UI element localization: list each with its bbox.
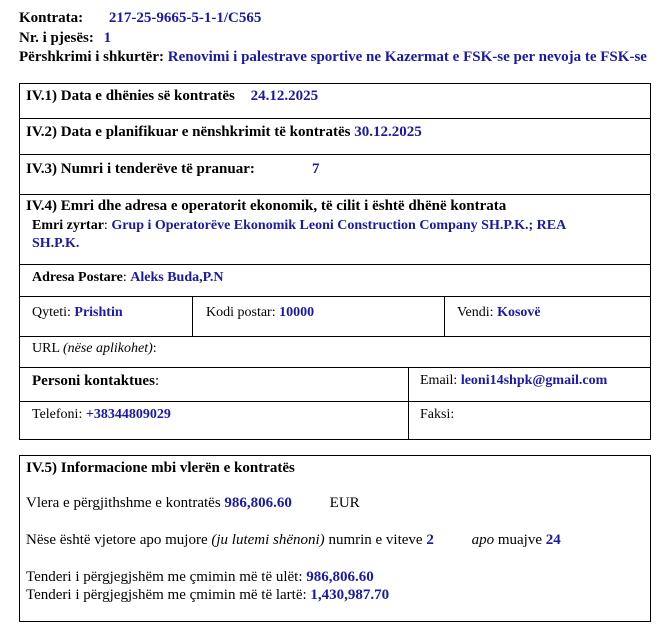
contract-label: Kontrata: [19, 10, 84, 26]
award-date: 24.12.2025 [250, 88, 319, 104]
divider [408, 367, 409, 440]
iv1-label: IV.1) Data e dhënies së kontratës [26, 88, 235, 104]
lowest-value: 986,806.60 [306, 569, 374, 585]
postal-label: Kodi postar: [206, 305, 276, 320]
divider [19, 264, 651, 265]
country-label: Vendi: [457, 305, 494, 320]
fax-cell [420, 407, 454, 423]
years-value: 2 [426, 532, 434, 548]
iv3-label: IV.3) Numri i tenderëve të pranuar: [26, 161, 255, 177]
contract-row [19, 10, 261, 27]
divider [19, 401, 651, 402]
iv5-title: IV.5) Informacione mbi vlerën e kontratës [26, 460, 295, 476]
divider [19, 367, 651, 368]
postal-cell [206, 305, 314, 321]
city-value: Prishtin [74, 305, 123, 320]
lowest-label: Tenderi i përgjegjshëm me çmimin më të ulët: [26, 569, 303, 585]
duration-row [26, 532, 561, 549]
duration-note: (ju lutemi shënoni) [211, 532, 325, 548]
official-name-value-cont: SH.P.K. [32, 236, 80, 251]
email-label: Email: [420, 373, 458, 388]
email-value: leoni14shpk@gmail.com [460, 373, 608, 388]
url-note: (nëse aplikohet) [62, 341, 153, 356]
part-number: 1 [103, 30, 112, 46]
summary-value: Renovimi i palestrave sportive ne Kazermat e FSK-se per nevoja te FSK-se [167, 49, 647, 65]
part-label: Nr. i pjesës: [19, 30, 94, 46]
highest-value: 1,430,987.70 [310, 587, 390, 603]
email-cell [420, 373, 607, 389]
address-value: Aleks Buda,P.N [130, 270, 224, 285]
highest-label: Tenderi i përgjegjshëm me çmimin më të lartë: [26, 587, 307, 603]
lowest-row [26, 569, 374, 586]
url-colon: : [152, 341, 157, 356]
city-label: Qyteti: [32, 305, 71, 320]
iv2-label: IV.2) Data e planifikuar e nënshkrimit të kontratës [26, 124, 351, 140]
total-value-row [26, 495, 360, 512]
total-value: 986,806.60 [224, 495, 292, 511]
divider [19, 336, 651, 337]
official-name-label: Emri zyrtar [32, 218, 104, 233]
divider [19, 154, 651, 155]
address-label: Adresa Postare [32, 270, 123, 285]
iv2-row [26, 124, 422, 141]
country-cell [457, 305, 541, 321]
official-name-value: Grup i Operatorëve Ekonomik Leoni Construction Company SH.P.K.; REA [111, 218, 567, 233]
summary-row [19, 49, 647, 66]
iv3-row [26, 161, 255, 178]
months-label: muajve [497, 532, 542, 548]
phone-label: Telefoni: [32, 407, 83, 422]
tenders-count: 7 [312, 161, 320, 177]
contact-label: Personi kontaktues [32, 373, 155, 389]
divider [19, 118, 651, 119]
phone-value: +38344809029 [85, 407, 171, 422]
highest-row [26, 587, 389, 604]
signing-date: 30.12.2025 [354, 124, 422, 140]
divider [19, 194, 651, 195]
part-row [19, 30, 111, 47]
phone-cell [32, 407, 171, 423]
duration-label-years: numrin e viteve [328, 532, 423, 548]
summary-label: Përshkrimi i shkurtër: [19, 49, 164, 65]
fax-label: Faksi: [420, 407, 455, 422]
total-label: Vlera e përgjithshme e kontratës [26, 495, 221, 511]
official-name-row: Emri zyrtar: Grup i Operatorëve Ekonomik Leoni Construction Company SH.P.K.; REA [32, 218, 567, 233]
or-label: apo [471, 532, 495, 548]
contact-row: Personi kontaktues: [32, 373, 160, 389]
iv1-row [26, 88, 318, 105]
divider [444, 296, 445, 336]
city-cell [32, 305, 123, 321]
contract-number: 217-25-9665-5-1-1/C565 [108, 10, 262, 26]
currency: EUR [329, 495, 360, 511]
divider [19, 296, 651, 297]
url-row [32, 341, 157, 357]
url-label: URL [32, 341, 60, 356]
address-row: Adresa Postare: Aleks Buda,P.N [32, 270, 224, 285]
postal-value: 10000 [279, 305, 315, 320]
country-value: Kosovë [497, 305, 541, 320]
months-value: 24 [545, 532, 561, 548]
iv4-label: IV.4) Emri dhe adresa e operatorit ekonomik, të cilit i është dhënë kontrata [26, 198, 507, 214]
divider [192, 296, 193, 336]
duration-label: Nëse është vjetore apo mujore [26, 532, 208, 548]
